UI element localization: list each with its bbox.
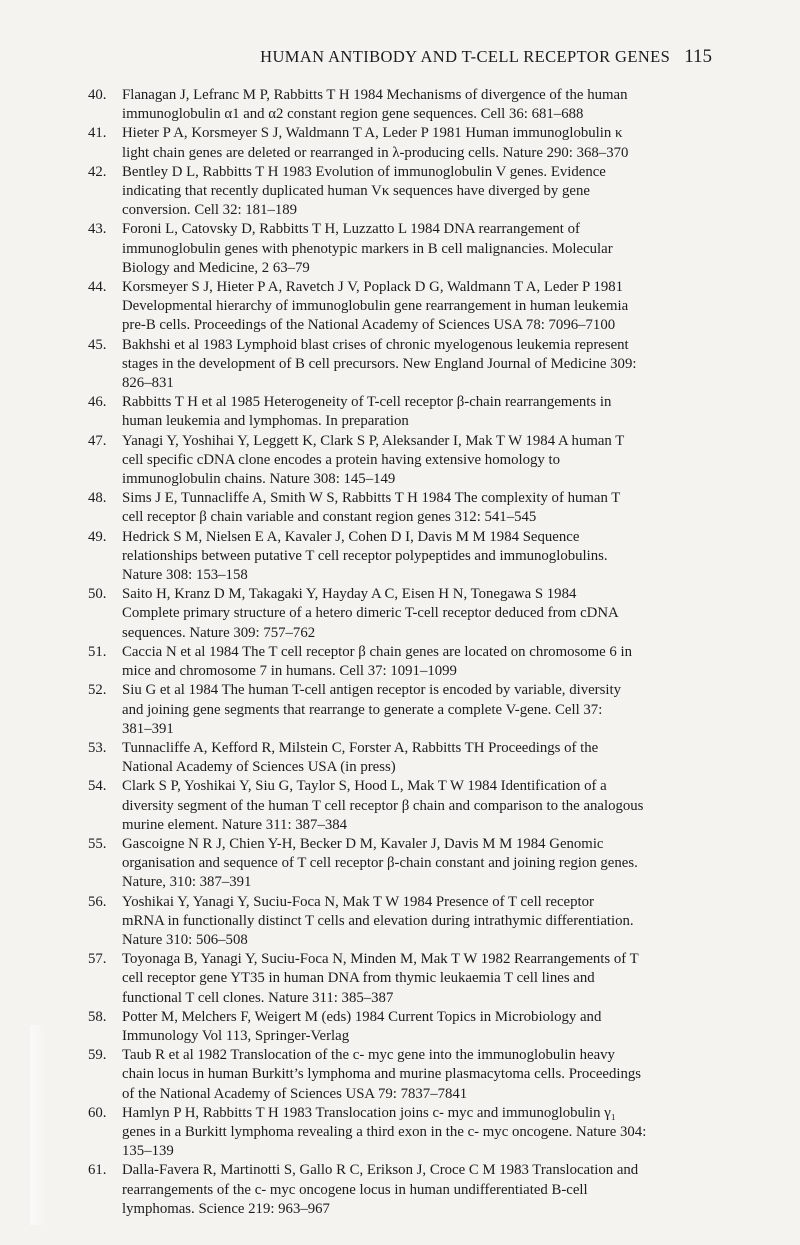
- reference-line: stages in the development of B cell precursors. New England Journal of Medicine 309:: [122, 355, 637, 372]
- reference-number: 57.: [88, 951, 107, 968]
- reference-text: [122, 893, 713, 951]
- reference-line: Hieter P A, Korsmeyer S J, Waldmann T A, Leder P 1981 Human immunoglobulin κ: [122, 125, 623, 142]
- reference-item: [88, 336, 713, 394]
- reference-line: National Academy of Sciences USA (in press): [122, 759, 396, 776]
- reference-item: [88, 835, 713, 893]
- reference-text: [122, 278, 713, 336]
- reference-text: [122, 124, 713, 162]
- reference-item: [88, 643, 713, 681]
- reference-line: Yoshikai Y, Yanagi Y, Suciu-Foca N, Mak T W 1984 Presence of T cell receptor: [122, 893, 594, 910]
- reference-line: 826–831: [122, 375, 174, 392]
- reference-number: 56.: [88, 893, 107, 910]
- reference-number: 50.: [88, 586, 107, 603]
- reference-line: Clark S P, Yoshikai Y, Siu G, Taylor S, Hood L, Mak T W 1984 Identification of a: [122, 778, 607, 795]
- reference-text: [122, 432, 713, 490]
- reference-item: [88, 585, 713, 643]
- reference-item: [88, 1046, 713, 1104]
- reference-item: [88, 489, 713, 527]
- reference-text: [122, 681, 713, 739]
- reference-line: Hedrick S M, Nielsen E A, Kavaler J, Cohen D I, Davis M M 1984 Sequence: [122, 528, 580, 545]
- reference-line: diversity segment of the human T cell receptor β chain and comparison to the analogous: [122, 797, 644, 814]
- reference-number: 49.: [88, 528, 107, 545]
- running-title: HUMAN ANTIBODY AND T-CELL RECEPTOR GENES: [260, 47, 671, 66]
- reference-text: [122, 336, 713, 394]
- reference-line: Tunnacliffe A, Kefford R, Milstein C, Forster A, Rabbitts TH Proceedings of the: [122, 739, 599, 756]
- reference-line: Rabbitts T H et al 1985 Heterogeneity of T-cell receptor β-chain rearrangements in: [122, 394, 612, 411]
- reference-item: [88, 86, 713, 124]
- reference-text: [122, 1161, 713, 1219]
- reference-number: 55.: [88, 835, 107, 852]
- reference-line: Flanagan J, Lefranc M P, Rabbitts T H 1984 Mechanisms of divergence of the human: [122, 87, 628, 103]
- reference-line: human leukemia and lymphomas. In preparation: [122, 413, 409, 430]
- reference-line: indicating that recently duplicated human Vκ sequences have diverged by gene: [122, 183, 590, 200]
- reference-text: [122, 1008, 713, 1046]
- reference-line: murine element. Nature 311: 387–384: [122, 816, 348, 833]
- reference-item: [88, 528, 713, 586]
- reference-line: functional T cell clones. Nature 311: 385–387: [122, 989, 394, 1006]
- reference-line: of the National Academy of Sciences USA 79: 7837–7841: [122, 1085, 468, 1102]
- reference-line: Korsmeyer S J, Hieter P A, Ravetch J V, Poplack D G, Waldmann T A, Leder P 1981: [122, 279, 624, 296]
- reference-text: [122, 739, 713, 777]
- reference-line: Yanagi Y, Yoshihai Y, Leggett K, Clark S P, Aleksander I, Mak T W 1984 A human T: [122, 432, 625, 449]
- reference-text: [122, 163, 713, 221]
- reference-number: 61.: [88, 1162, 107, 1179]
- reference-line: mice and chromosome 7 in humans. Cell 37: 1091–1099: [122, 663, 457, 680]
- reference-line: cell receptor β chain variable and constant region genes 312: 541–545: [122, 509, 537, 526]
- reference-line: Immunology Vol 113, Springer-Verlag: [122, 1027, 350, 1044]
- reference-line: Bentley D L, Rabbitts T H 1983 Evolution of immunoglobulin V genes. Evidence: [122, 163, 606, 180]
- reference-line: pre-B cells. Proceedings of the National Academy of Sciences USA 78: 7096–7100: [122, 317, 616, 334]
- reference-line: Caccia N et al 1984 The T cell receptor β chain genes are located on chromosome 6 in: [122, 643, 633, 660]
- running-header: [0, 46, 712, 68]
- reference-item: [88, 1104, 713, 1162]
- reference-item: [88, 393, 713, 431]
- reference-number: 46.: [88, 394, 107, 411]
- reference-line: Complete primary structure of a hetero dimeric T-cell receptor deduced from cDNA: [122, 605, 619, 622]
- reference-line: and joining gene segments that rearrange to generate a complete V-gene. Cell 37:: [122, 701, 603, 718]
- page-number: 115: [684, 46, 712, 67]
- reference-number: 41.: [88, 125, 107, 142]
- reference-number: 47.: [88, 432, 107, 449]
- reference-list: [88, 86, 713, 1219]
- reference-number: 40.: [88, 87, 107, 103]
- reference-item: [88, 432, 713, 490]
- reference-line: Sims J E, Tunnacliffe A, Smith W S, Rabbitts T H 1984 The complexity of human T: [122, 490, 621, 507]
- reference-line: immunoglobulin α1 and α2 constant region gene sequences. Cell 36: 681–688: [122, 106, 584, 123]
- reference-line: 135–139: [122, 1143, 174, 1160]
- reference-item: [88, 1161, 713, 1219]
- reference-line: Nature 310: 506–508: [122, 931, 248, 948]
- reference-line: Saito H, Kranz D M, Takagaki Y, Hayday A C, Eisen H N, Tonegawa S 1984: [122, 586, 577, 603]
- reference-text: [122, 643, 713, 681]
- reference-item: [88, 777, 713, 835]
- reference-line: Developmental hierarchy of immunoglobulin gene rearrangement in human leukemia: [122, 298, 629, 315]
- reference-line: rearrangements of the c- myc oncogene locus in human undifferentiated B-cell: [122, 1181, 588, 1198]
- reference-line: light chain genes are deleted or rearranged in λ-producing cells. Nature 290: 368–370: [122, 144, 629, 161]
- reference-text: [122, 1046, 713, 1104]
- reference-text: [122, 777, 713, 835]
- reference-line: Gascoigne N R J, Chien Y-H, Becker D M, Kavaler J, Davis M M 1984 Genomic: [122, 835, 604, 852]
- reference-line: lymphomas. Science 219: 963–967: [122, 1200, 330, 1217]
- reference-number: 54.: [88, 778, 107, 795]
- reference-text: [122, 86, 713, 124]
- reference-line: Bakhshi et al 1983 Lymphoid blast crises of chronic myelogenous leukemia represent: [122, 336, 629, 353]
- reference-line: immunoglobulin chains. Nature 308: 145–149: [122, 471, 396, 488]
- reference-line: Toyonaga B, Yanagi Y, Suciu-Foca N, Minden M, Mak T W 1982 Rearrangements of T: [122, 951, 639, 968]
- reference-line: Potter M, Melchers F, Weigert M (eds) 1984 Current Topics in Microbiology and: [122, 1008, 602, 1025]
- reference-line: organisation and sequence of T cell receptor β-chain constant and joining region genes.: [122, 855, 638, 872]
- reference-line: cell specific cDNA clone encodes a protein having extensive homology to: [122, 451, 561, 468]
- reference-line: Foroni L, Catovsky D, Rabbitts T H, Luzzatto L 1984 DNA rearrangement of: [122, 221, 580, 238]
- reference-text: [122, 585, 713, 643]
- reference-line: relationships between putative T cell receptor polypeptides and immunoglobulins.: [122, 547, 608, 564]
- reference-text: [122, 835, 713, 893]
- reference-item: [88, 124, 713, 162]
- reference-number: 45.: [88, 336, 107, 353]
- reference-line: Taub R et al 1982 Translocation of the c- myc gene into the immunoglobulin heavy: [122, 1047, 615, 1064]
- reference-item: [88, 278, 713, 336]
- reference-number: 58.: [88, 1008, 107, 1025]
- reference-line: conversion. Cell 32: 181–189: [122, 202, 298, 219]
- reference-item: [88, 681, 713, 739]
- reference-line: immunoglobulin genes with phenotypic markers in B cell malignancies. Molecular: [122, 240, 613, 257]
- reference-number: 43.: [88, 221, 107, 238]
- reference-text: [122, 489, 713, 527]
- reference-line: Biology and Medicine, 2 63–79: [122, 259, 310, 276]
- reference-line: 381–391: [122, 720, 174, 737]
- reference-number: 51.: [88, 643, 107, 660]
- page-edge-shadow: [30, 1025, 46, 1225]
- reference-number: 48.: [88, 490, 107, 507]
- reference-line: Nature 308: 153–158: [122, 567, 248, 584]
- reference-line: chain locus in human Burkitt’s lymphoma and murine plasmacytoma cells. Proceedings: [122, 1066, 642, 1083]
- reference-item: [88, 893, 713, 951]
- reference-line: mRNA in functionally distinct T cells and elevation during intrathymic differentiation.: [122, 912, 634, 929]
- reference-line: sequences. Nature 309: 757–762: [122, 624, 316, 641]
- reference-line: Dalla-Favera R, Martinotti S, Gallo R C, Erikson J, Croce C M 1983 Translocation and: [122, 1162, 639, 1179]
- reference-number: 60.: [88, 1104, 107, 1121]
- reference-line: genes in a Burkitt lymphoma revealing a third exon in the c- myc oncogene. Nature 304:: [122, 1123, 647, 1140]
- reference-text: [122, 220, 713, 278]
- reference-item: [88, 163, 713, 221]
- reference-line: Hamlyn P H, Rabbitts T H 1983 Translocation joins c- myc and immunoglobulin γ₁: [122, 1104, 616, 1121]
- reference-item: [88, 950, 713, 1008]
- reference-number: 42.: [88, 163, 107, 180]
- reference-item: [88, 739, 713, 777]
- reference-line: Siu G et al 1984 The human T-cell antigen receptor is encoded by variable, diversity: [122, 682, 621, 699]
- reference-number: 53.: [88, 739, 107, 756]
- reference-text: [122, 528, 713, 586]
- reference-line: Nature, 310: 387–391: [122, 874, 252, 891]
- reference-text: [122, 950, 713, 1008]
- reference-item: [88, 220, 713, 278]
- reference-item: [88, 1008, 713, 1046]
- reference-number: 52.: [88, 682, 107, 699]
- reference-number: 59.: [88, 1047, 107, 1064]
- reference-number: 44.: [88, 279, 107, 296]
- reference-text: [122, 393, 713, 431]
- reference-line: cell receptor gene YT35 in human DNA from thymic leukaemia T cell lines and: [122, 970, 595, 987]
- reference-text: [122, 1104, 713, 1162]
